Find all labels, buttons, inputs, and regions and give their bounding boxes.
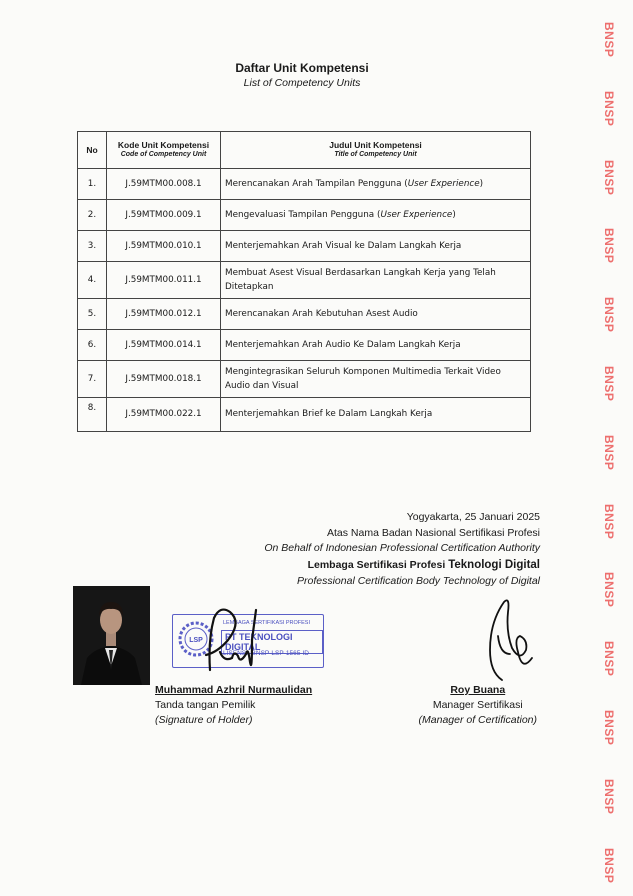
holder-role-en: (Signature of Holder)	[155, 714, 253, 727]
row-code: J.59MTM00.009.1	[107, 200, 221, 231]
row-title: Menterjemahkan Arah Audio Ke Dalam Langkah Kerja	[221, 330, 531, 361]
row-no: 5.	[78, 299, 107, 330]
manager-signature-icon	[480, 592, 540, 684]
watermark-text: BNSP	[602, 366, 616, 402]
holder-signature-icon	[190, 600, 275, 680]
col-no-header: No	[78, 132, 107, 169]
on-behalf-text: Atas Nama Badan Nasional Sertifikasi Profesi	[326, 526, 540, 539]
watermark-text: BNSP	[602, 710, 616, 746]
table-row	[78, 361, 531, 398]
svg-text:LSP: LSP	[189, 637, 203, 644]
place-date: Yogyakarta, 25 Januari 2025	[406, 511, 540, 523]
row-title: Merencanakan Arah Tampilan Pengguna (User Experience)	[221, 169, 531, 200]
watermark-text: BNSP	[602, 159, 616, 195]
row-no: 4.	[78, 262, 107, 299]
row-no: 8.	[78, 398, 107, 432]
institution-name-en: Professional Certification Body Technology of Digital	[297, 574, 540, 587]
manager-block	[419, 683, 537, 729]
row-code: J.59MTM00.012.1	[107, 299, 221, 330]
row-title: Membuat Asest Visual Berdasarkan Langkah Kerja yang Telah Ditetapkan	[221, 262, 531, 299]
table-row	[78, 231, 531, 262]
watermark-text: BNSP	[602, 847, 616, 883]
row-title: Menterjemahkan Arah Visual ke Dalam Langkah Kerja	[221, 231, 531, 262]
row-no: 6.	[78, 330, 107, 361]
holder-role: Tanda tangan Pemilik	[155, 699, 256, 712]
row-no: 3.	[78, 231, 107, 262]
col-code-header: Kode Unit Kompetensi Code of Competency Unit	[107, 132, 221, 169]
watermark-text: BNSP	[602, 297, 616, 333]
page-title: Daftar Unit Kompetensi	[235, 61, 369, 75]
watermark-text: BNSP	[602, 22, 616, 58]
page-subtitle: List of Competency Units	[243, 77, 361, 89]
issuer-block	[264, 510, 540, 589]
row-title: Menterjemahkan Brief ke Dalam Langkah Kerja	[221, 398, 531, 432]
holder-name: Muhammad Azhril Nurmaulidan	[155, 684, 313, 696]
col-title-header: Judul Unit Kompetensi Title of Competency Unit	[221, 132, 531, 169]
row-code: J.59MTM00.018.1	[107, 361, 221, 398]
table-row	[78, 330, 531, 361]
institution-name: Lembaga Sertifikasi Profesi Teknologi Digital	[307, 558, 540, 571]
watermark-text: BNSP	[602, 434, 616, 471]
row-no: 1.	[78, 169, 107, 200]
table-row	[78, 169, 531, 200]
row-code: J.59MTM00.008.1	[107, 169, 221, 200]
row-code: J.59MTM00.022.1	[107, 398, 221, 432]
competency-units-table	[77, 131, 531, 432]
manager-role: Manager Sertifikasi	[432, 699, 523, 712]
row-title: Mengevaluasi Tampilan Pengguna (User Experience)	[221, 200, 531, 231]
row-code: J.59MTM00.014.1	[107, 330, 221, 361]
row-title: Mengintegrasikan Seluruh Komponen Multimedia Terkait Video Audio dan Visual	[221, 361, 531, 398]
table-row	[78, 262, 531, 299]
stamp-line3: LISENSI: BNSP-LSP-1565-ID	[223, 650, 309, 657]
manager-name: Roy Buana	[450, 684, 506, 696]
watermark-text: BNSP	[602, 778, 616, 815]
bnsp-watermark	[594, 0, 624, 896]
watermark-text: BNSP	[602, 228, 616, 264]
on-behalf-en-text: On Behalf of Indonesian Professional Certification Authority	[264, 542, 540, 555]
table-header-row	[78, 132, 531, 169]
stamp-line1: LEMBAGA SERTIFIKASI PROFESI	[223, 620, 311, 626]
row-no: 2.	[78, 200, 107, 231]
watermark-text: BNSP	[602, 641, 616, 677]
person-portrait-icon	[73, 586, 150, 685]
watermark-text: BNSP	[602, 572, 616, 608]
row-title: Merencanakan Arah Kebutuhan Asest Audio	[221, 299, 531, 330]
watermark-text: BNSP	[602, 90, 616, 127]
row-no: 7.	[78, 361, 107, 398]
manager-role-en: (Manager of Certification)	[418, 714, 537, 727]
watermark-text: BNSP	[602, 503, 616, 539]
table-row	[78, 299, 531, 330]
holder-photo	[73, 586, 150, 685]
holder-block	[155, 683, 312, 729]
row-code: J.59MTM00.011.1	[107, 262, 221, 299]
table-row	[78, 200, 531, 231]
row-code: J.59MTM00.010.1	[107, 231, 221, 262]
stamp-line2: PT TEKNOLOGI DIGITAL	[221, 630, 323, 654]
table-row	[78, 398, 531, 432]
